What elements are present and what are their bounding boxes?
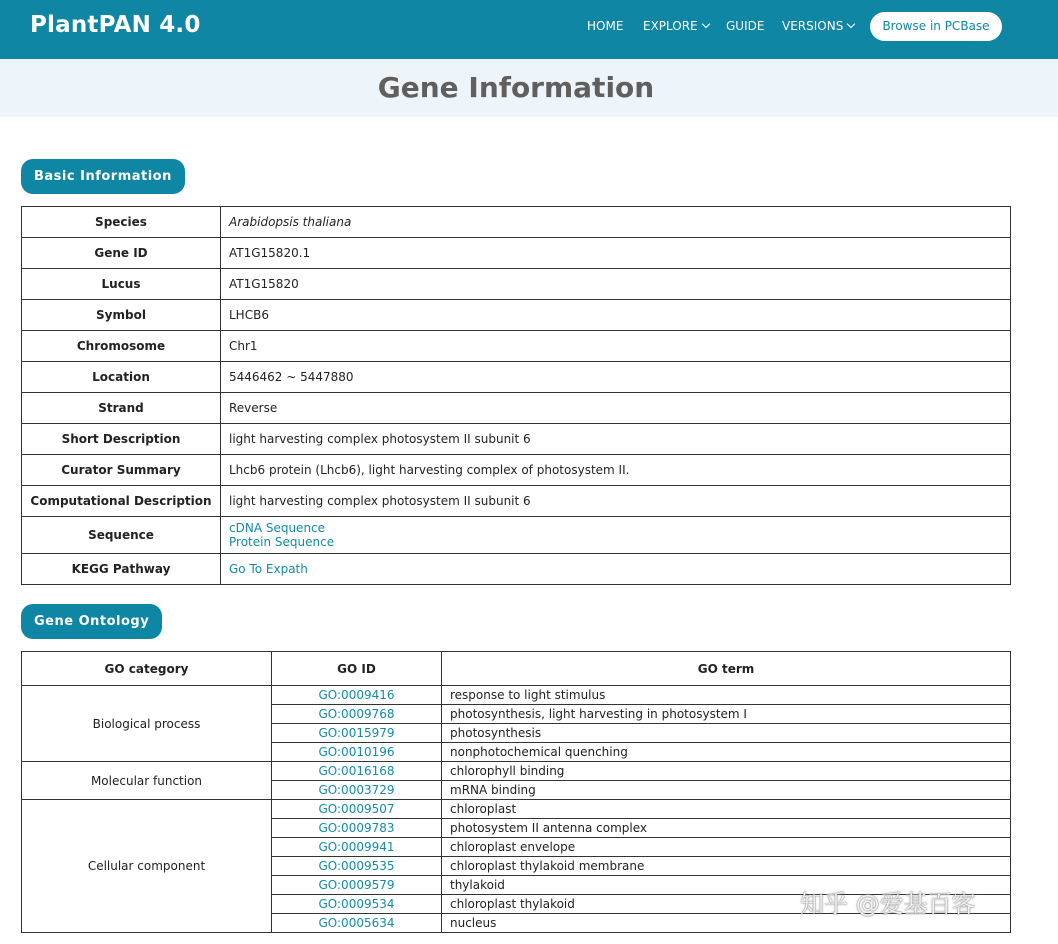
go-category-header: GO category bbox=[22, 652, 272, 686]
watermark: 知乎 @爱基百客 bbox=[800, 890, 976, 918]
info-value: AT1G15820 bbox=[221, 269, 1011, 300]
go-to-expath-link[interactable]: Go To Expath bbox=[229, 562, 308, 576]
info-label: Curator Summary bbox=[22, 455, 221, 486]
chevron-down-icon bbox=[847, 20, 855, 28]
go-id-cell bbox=[272, 857, 442, 876]
nav-explore-label: EXPLORE bbox=[643, 19, 698, 33]
info-value bbox=[221, 517, 1011, 554]
info-label: Sequence bbox=[22, 517, 221, 554]
go-id-link[interactable]: GO:0015979 bbox=[318, 726, 395, 740]
gene-ontology-heading: Gene Ontology bbox=[21, 604, 162, 639]
go-category-cell: Cellular component bbox=[22, 800, 272, 933]
go-term-cell: nucleus bbox=[442, 914, 1011, 933]
go-id-link[interactable]: GO:0016168 bbox=[318, 764, 395, 778]
info-row bbox=[22, 207, 1011, 238]
go-id-cell bbox=[272, 838, 442, 857]
page-title: Gene Information bbox=[377, 71, 655, 104]
go-term-cell: thylakoid bbox=[442, 876, 1011, 895]
chevron-down-icon bbox=[701, 20, 709, 28]
info-label: Species bbox=[22, 207, 221, 238]
go-id-cell bbox=[272, 800, 442, 819]
go-id-link[interactable]: GO:0009507 bbox=[318, 802, 395, 816]
top-navbar bbox=[0, 0, 1058, 59]
go-id-link[interactable]: GO:0005634 bbox=[318, 916, 395, 930]
go-term-cell: chloroplast bbox=[442, 800, 1011, 819]
nav-explore[interactable] bbox=[643, 19, 709, 33]
info-label: Location bbox=[22, 362, 221, 393]
go-term-header: GO term bbox=[442, 652, 1011, 686]
info-label: Gene ID bbox=[22, 238, 221, 269]
go-term-cell: photosynthesis, light harvesting in photosystem I bbox=[442, 705, 1011, 724]
info-value: Lhcb6 protein (Lhcb6), light harvesting complex of photosystem II. bbox=[221, 455, 1011, 486]
info-row bbox=[22, 331, 1011, 362]
info-value: Chr1 bbox=[221, 331, 1011, 362]
go-id-cell bbox=[272, 781, 442, 800]
go-term-cell: chloroplast thylakoid membrane bbox=[442, 857, 1011, 876]
go-id-link[interactable]: GO:0009768 bbox=[318, 707, 395, 721]
nav-home[interactable] bbox=[587, 19, 623, 33]
go-id-link[interactable]: GO:0009535 bbox=[318, 859, 395, 873]
nav-guide[interactable] bbox=[726, 19, 764, 33]
go-id-cell bbox=[272, 819, 442, 838]
info-value: light harvesting complex photosystem II subunit 6 bbox=[221, 424, 1011, 455]
go-term-cell: response to light stimulus bbox=[442, 686, 1011, 705]
go-id-cell bbox=[272, 914, 442, 933]
go-term-cell: chlorophyll binding bbox=[442, 762, 1011, 781]
info-value: Arabidopsis thaliana bbox=[221, 207, 1011, 238]
info-label: KEGG Pathway bbox=[22, 554, 221, 585]
go-id-cell bbox=[272, 895, 442, 914]
info-label: Symbol bbox=[22, 300, 221, 331]
go-id-link[interactable]: GO:0009534 bbox=[318, 897, 395, 911]
info-label: Short Description bbox=[22, 424, 221, 455]
info-row-kegg bbox=[22, 554, 1011, 585]
basic-information-table bbox=[21, 206, 1011, 585]
basic-information-heading: Basic Information bbox=[21, 159, 185, 194]
go-id-link[interactable]: GO:0003729 bbox=[318, 783, 395, 797]
go-term-cell: photosystem II antenna complex bbox=[442, 819, 1011, 838]
go-id-header: GO ID bbox=[272, 652, 442, 686]
nav-versions[interactable] bbox=[782, 19, 854, 33]
info-label: Lucus bbox=[22, 269, 221, 300]
go-category-cell: Molecular function bbox=[22, 762, 272, 800]
info-label: Strand bbox=[22, 393, 221, 424]
go-id-cell bbox=[272, 743, 442, 762]
info-row bbox=[22, 393, 1011, 424]
nav-guide-label: GUIDE bbox=[726, 19, 765, 33]
go-row bbox=[22, 762, 1011, 781]
info-value: LHCB6 bbox=[221, 300, 1011, 331]
go-id-link[interactable]: GO:0009579 bbox=[318, 878, 395, 892]
cdna-sequence-link[interactable]: cDNA Sequence bbox=[229, 521, 326, 535]
go-term-cell: nonphotochemical quenching bbox=[442, 743, 1011, 762]
go-category-cell: Biological process bbox=[22, 686, 272, 762]
go-row bbox=[22, 800, 1011, 819]
info-row bbox=[22, 486, 1011, 517]
info-row bbox=[22, 300, 1011, 331]
info-label: Computational Description bbox=[22, 486, 221, 517]
go-term-cell: chloroplast envelope bbox=[442, 838, 1011, 857]
info-value: AT1G15820.1 bbox=[221, 238, 1011, 269]
info-value: Reverse bbox=[221, 393, 1011, 424]
go-id-link[interactable]: GO:0009416 bbox=[318, 688, 395, 702]
info-row bbox=[22, 362, 1011, 393]
go-row bbox=[22, 686, 1011, 705]
info-row bbox=[22, 269, 1011, 300]
go-id-cell bbox=[272, 876, 442, 895]
go-term-cell: photosynthesis bbox=[442, 724, 1011, 743]
info-row bbox=[22, 424, 1011, 455]
nav-versions-label: VERSIONS bbox=[782, 19, 844, 33]
go-id-cell bbox=[272, 724, 442, 743]
protein-sequence-link[interactable]: Protein Sequence bbox=[229, 535, 335, 549]
go-id-cell bbox=[272, 705, 442, 724]
go-id-link[interactable]: GO:0009941 bbox=[318, 840, 395, 854]
go-term-cell: mRNA binding bbox=[442, 781, 1011, 800]
go-id-link[interactable]: GO:0010196 bbox=[318, 745, 395, 759]
info-value: light harvesting complex photosystem II subunit 6 bbox=[221, 486, 1011, 517]
go-id-cell bbox=[272, 686, 442, 705]
go-id-cell bbox=[272, 762, 442, 781]
info-label: Chromosome bbox=[22, 331, 221, 362]
site-logo[interactable]: PlantPAN 4.0 bbox=[30, 12, 201, 38]
info-row bbox=[22, 455, 1011, 486]
info-value: 5446462 ~ 5447880 bbox=[221, 362, 1011, 393]
go-term-cell: chloroplast thylakoid bbox=[442, 895, 1011, 914]
go-header-row bbox=[22, 652, 1011, 686]
title-band bbox=[0, 59, 1058, 117]
go-id-link[interactable]: GO:0009783 bbox=[318, 821, 395, 835]
info-row bbox=[22, 238, 1011, 269]
nav-home-label: HOME bbox=[587, 19, 624, 33]
info-row-sequence bbox=[22, 517, 1011, 554]
browse-pcbase-button[interactable]: Browse in PCBase bbox=[870, 12, 1002, 41]
info-value bbox=[221, 554, 1011, 585]
